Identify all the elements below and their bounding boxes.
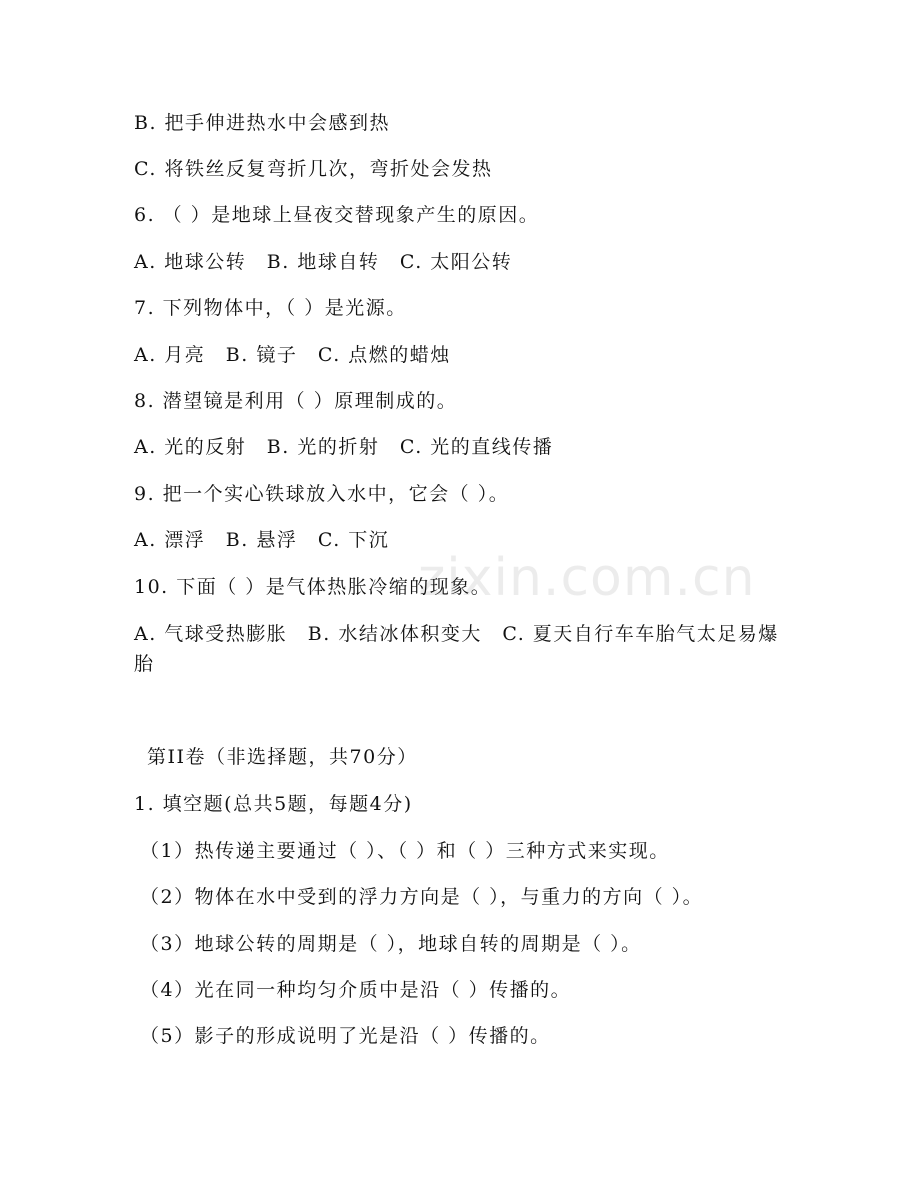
fill-in-heading: 1. 填空题(总共5题，每题4分) bbox=[134, 793, 413, 815]
options-q10: A. 气球受热膨胀 B. 水结冰体积变大 C. 夏天自行车车胎气太足易爆胎 bbox=[134, 623, 779, 675]
question-7: 7. 下列物体中，（ ）是光源。 bbox=[134, 297, 407, 319]
options-q8: A. 光的反射 B. 光的折射 C. 光的直线传播 bbox=[134, 436, 554, 458]
options-q7: A. 月亮 B. 镜子 C. 点燃的蜡烛 bbox=[134, 344, 451, 366]
fill-item-5: （5）影子的形成说明了光是沿（ ）传播的。 bbox=[140, 1025, 551, 1047]
fill-item-2: （2）物体在水中受到的浮力方向是（ ），与重力的方向（ ）。 bbox=[140, 886, 704, 908]
fill-item-4: （4）光在同一种均匀介质中是沿（ ）传播的。 bbox=[140, 979, 572, 1001]
options-q9: A. 漂浮 B. 悬浮 C. 下沉 bbox=[134, 529, 390, 551]
section-title: 第II卷（非选择题，共70分） bbox=[147, 746, 418, 768]
fill-item-1: （1）热传递主要通过（ ）、（ ）和（ ）三种方式来实现。 bbox=[140, 840, 670, 862]
question-9: 9. 把一个实心铁球放入水中，它会（ ）。 bbox=[134, 483, 510, 505]
options-q6: A. 地球公转 B. 地球自转 C. 太阳公转 bbox=[134, 251, 513, 273]
question-6: 6. （ ）是地球上昼夜交替现象产生的原因。 bbox=[134, 204, 540, 226]
option-c-q5: C. 将铁丝反复弯折几次，弯折处会发热 bbox=[134, 158, 493, 180]
question-8: 8. 潜望镜是利用（ ）原理制成的。 bbox=[134, 390, 458, 412]
question-10: 10. 下面（ ）是气体热胀冷缩的现象。 bbox=[134, 576, 492, 598]
fill-item-3: （3）地球公转的周期是（ ），地球自转的周期是（ ）。 bbox=[140, 933, 642, 955]
watermark-text: zixin.com.cn bbox=[418, 548, 756, 608]
option-b-q5: B. 把手伸进热水中会感到热 bbox=[134, 112, 391, 134]
